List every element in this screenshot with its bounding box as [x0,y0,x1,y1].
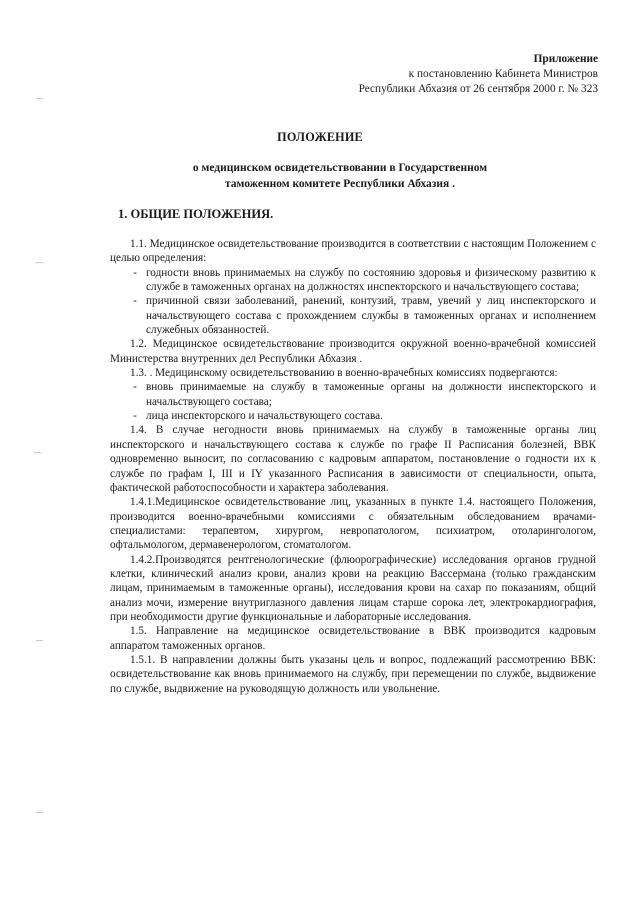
dash-mark: - [133,295,137,308]
subtitle-line-2: таможенном комитете Республики Абхазия . [224,178,456,190]
paragraph-1-2: 1.2. Медицинское освидетельствование производится окружной военно-врачебной комиссией Министерства внутренних дел Республики Абхазия . [110,338,596,365]
list-item-text: лица инспекторского и начальствующего состава. [146,410,383,423]
paragraph-1-4-2: 1.4.2.Производятся рентгенологические (флюорографические) исследования органов грудной клетки, клинический анализ крови, анализ крови на реакцию Вассермана (только гражданским лицам, принимаемым в таможенные органы), исследования крови на сахар по показаниям, общий анализ мочи, измерение внутриглазного давления лицам старше сорока лет, электрокардиография, при необходимости другие функциональные и лабораторные исследования. [110,553,596,623]
document-title: ПОЛОЖЕНИЕ [277,130,363,144]
paragraph-1-3: 1.3. . Медицинскому освидетельствованию в военно-врачебных комиссиях подвергаются: [130,367,558,380]
paragraph-1-4: 1.4. В случае негодности вновь принимаемых на службу в таможенные органы лиц инспекторского и начальствующего состава к службе по графе II Расписания болезней, ВВК одновременно выносит, по согласованию с кадровым аппаратом, постановление о годности их к службе по графам I, III и IY указанного Расписания в зависимости от специальности, опыта, фактической работоспособности и характера заболевания. [110,424,596,494]
list-item [110,294,596,337]
list-item [110,266,596,295]
binder-hole-mark: ⁀ [34,452,42,462]
section-heading: 1. ОБЩИЕ ПОЛОЖЕНИЯ. [118,207,274,221]
appendix-label: Приложение [533,53,598,65]
binder-hole-mark: ⁀ [36,640,44,650]
paragraph-1-4-1: 1.4.1.Медицинское освидетельствование лиц, указанных в пункте 1.4. настоящего Положения, производится военно-врачебными комиссиями с обязательным обследованием врачами-специалистами: терапевтом, хирургом, невропатологом, психиатром, отоларингологом, офтальмологом, дермавенерологом, стоматологом. [110,496,596,552]
binder-hole-mark: ⁀ [36,262,44,272]
dash-mark: - [133,410,137,423]
document-body [110,237,596,696]
binder-hole-mark: ⁀ [36,98,44,108]
paragraph-1-5: 1.5. Направление на медицинское освидетельствование в ВВК производится кадровым аппаратом таможенных органов. [110,625,596,652]
dash-mark: - [133,266,137,279]
list-item [110,409,596,423]
list-item [110,380,596,409]
list-item-text: годности вновь принимаемых на службу по состоянию здоровья и физическому развитию к службе в таможенных органах на должностях инспекторского и начальствующего состава; [146,266,596,294]
document-subtitle [150,160,530,192]
appendix-header [250,52,598,97]
binder-hole-mark: ⁀ [36,812,44,822]
appendix-reference-line: к постановлению Кабинета Министров [408,68,598,80]
subtitle-line-1: о медицинском освидетельствовании в Государственном [192,162,488,174]
appendix-date-line: Республики Абхазия от 26 сентября 2000 г. № 323 [358,83,598,95]
paragraph-1-1: 1.1. Медицинское освидетельствование производится в соответствии с настоящим Положением с целью определения: [110,238,596,265]
list-item-text: вновь принимаемые на службу в таможенные органы на должности инспекторского и начальствующего состава; [146,381,596,408]
paragraph-1-5-1: 1.5.1. В направлении должны быть указаны цель и вопрос, подлежащий рассмотрению ВВК: освидетельствование как вновь принимаемого на службу, при перемещении по службе, выдвижение по службе, выдвижение на руководящую должность или увольнение. [110,653,596,695]
list-item-text: причинной связи заболеваний, ранений, контузий, травм, увечий у лиц инспекторского и начальствующего состава с прохождением службы в таможенных органах и исполнением служебных обязанностей. [146,295,596,337]
dash-mark: - [133,381,137,394]
